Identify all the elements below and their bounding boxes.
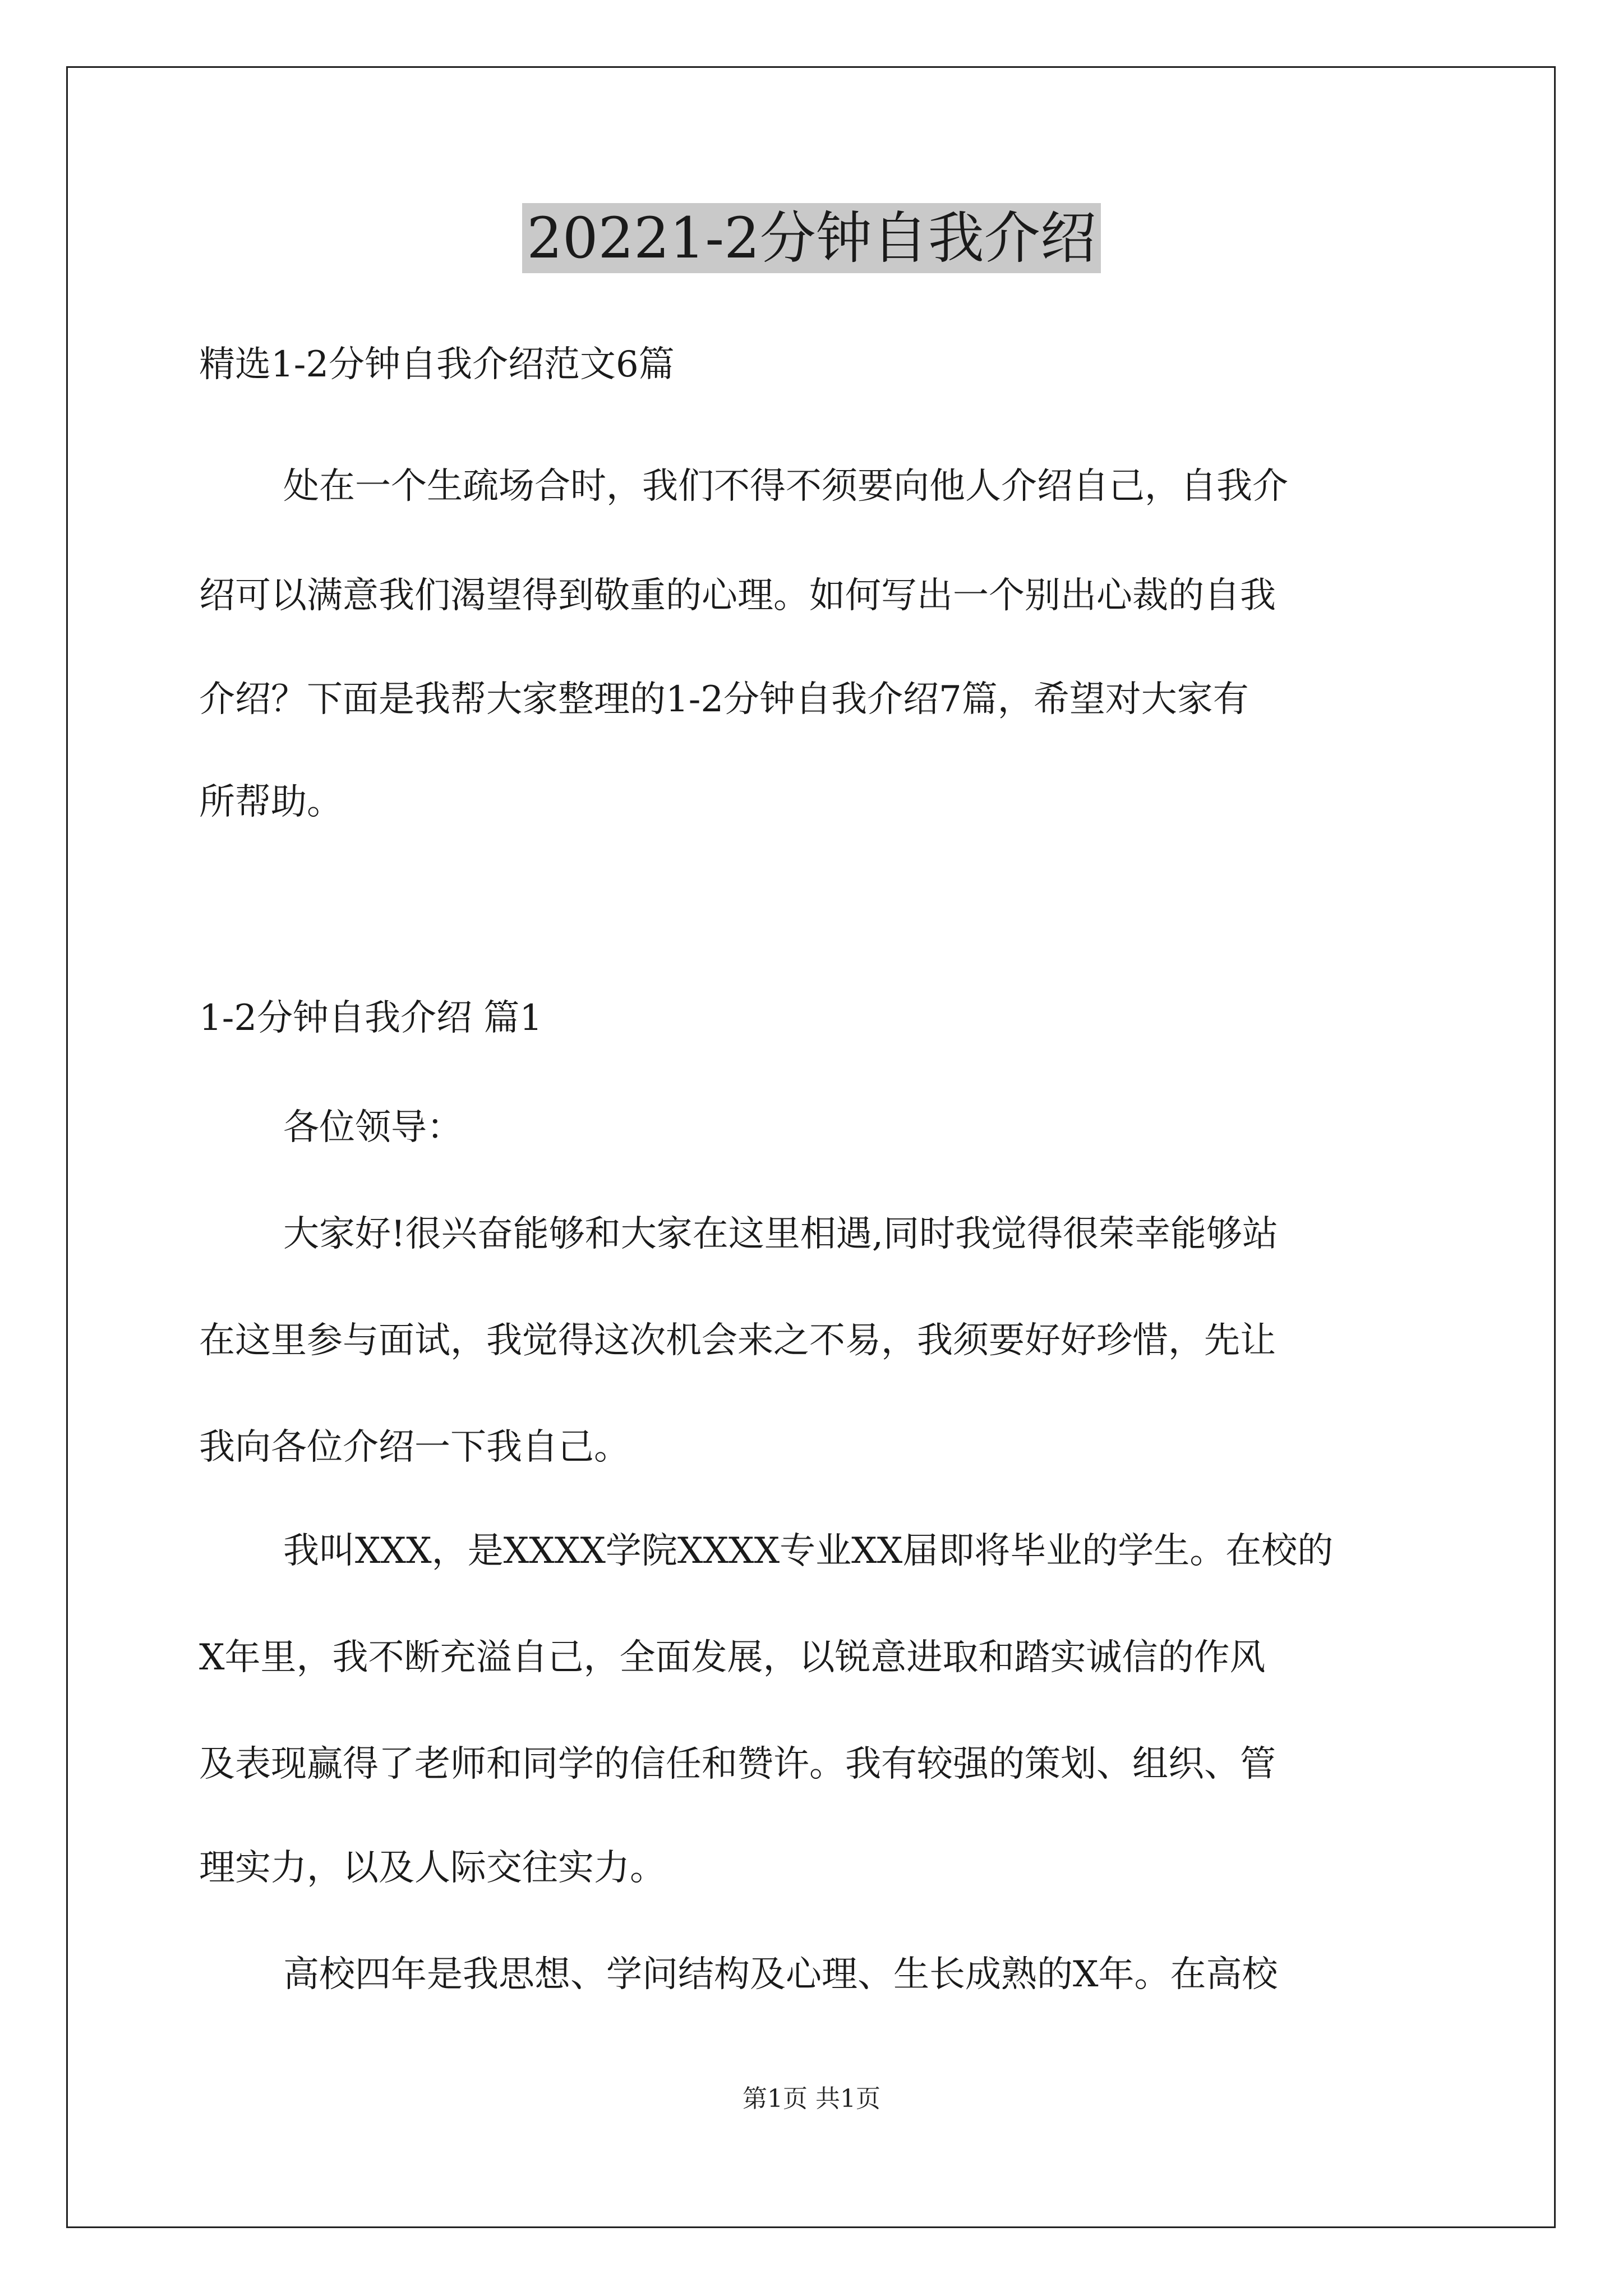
paragraph-line: 在这里参与面试，我觉得这次机会来之不易，我须要好好珍惜，先让 [199, 1320, 1276, 1361]
title-text: 20221-2分钟自我介绍 [522, 203, 1101, 273]
intro-line: 介绍？下面是我帮大家整理的1-2分钟自我介绍7篇，希望对大家有 [199, 679, 1249, 720]
greeting: 各位领导： [283, 1107, 463, 1148]
intro-line: 绍可以满意我们渴望得到敬重的心理。如何写出一个别出心裁的自我 [199, 575, 1276, 616]
subtitle: 精选1-2分钟自我介绍范文6篇 [199, 344, 675, 385]
section-heading: 1-2分钟自我介绍 篇1 [199, 997, 543, 1039]
paragraph-line: 大家好!很兴奋能够和大家在这里相遇,同时我觉得很荣幸能够站 [283, 1213, 1279, 1255]
page-footer: 第1页 共1页 [743, 2085, 880, 2113]
document-title [0, 199, 1623, 278]
paragraph-line: 理实力，以及人际交往实力。 [199, 1847, 666, 1889]
paragraph-line: 我叫XXX，是XXXX学院XXXX专业XX届即将毕业的学生。在校的 [283, 1530, 1334, 1572]
intro-line: 处在一个生疏场合时，我们不得不须要向他人介绍自己，自我介 [283, 466, 1288, 507]
paragraph-line: X年里，我不断充溢自己，全面发展，以锐意进取和踏实诚信的作风 [199, 1637, 1266, 1678]
paragraph-line: 我向各位介绍一下我自己。 [199, 1427, 630, 1468]
intro-line: 所帮助。 [199, 781, 343, 823]
paragraph-line: 高校四年是我思想、学问结构及心理、生长成熟的X年。在高校 [283, 1954, 1278, 1995]
paragraph-line: 及表现赢得了老师和同学的信任和赞许。我有较强的策划、组织、管 [199, 1743, 1276, 1785]
